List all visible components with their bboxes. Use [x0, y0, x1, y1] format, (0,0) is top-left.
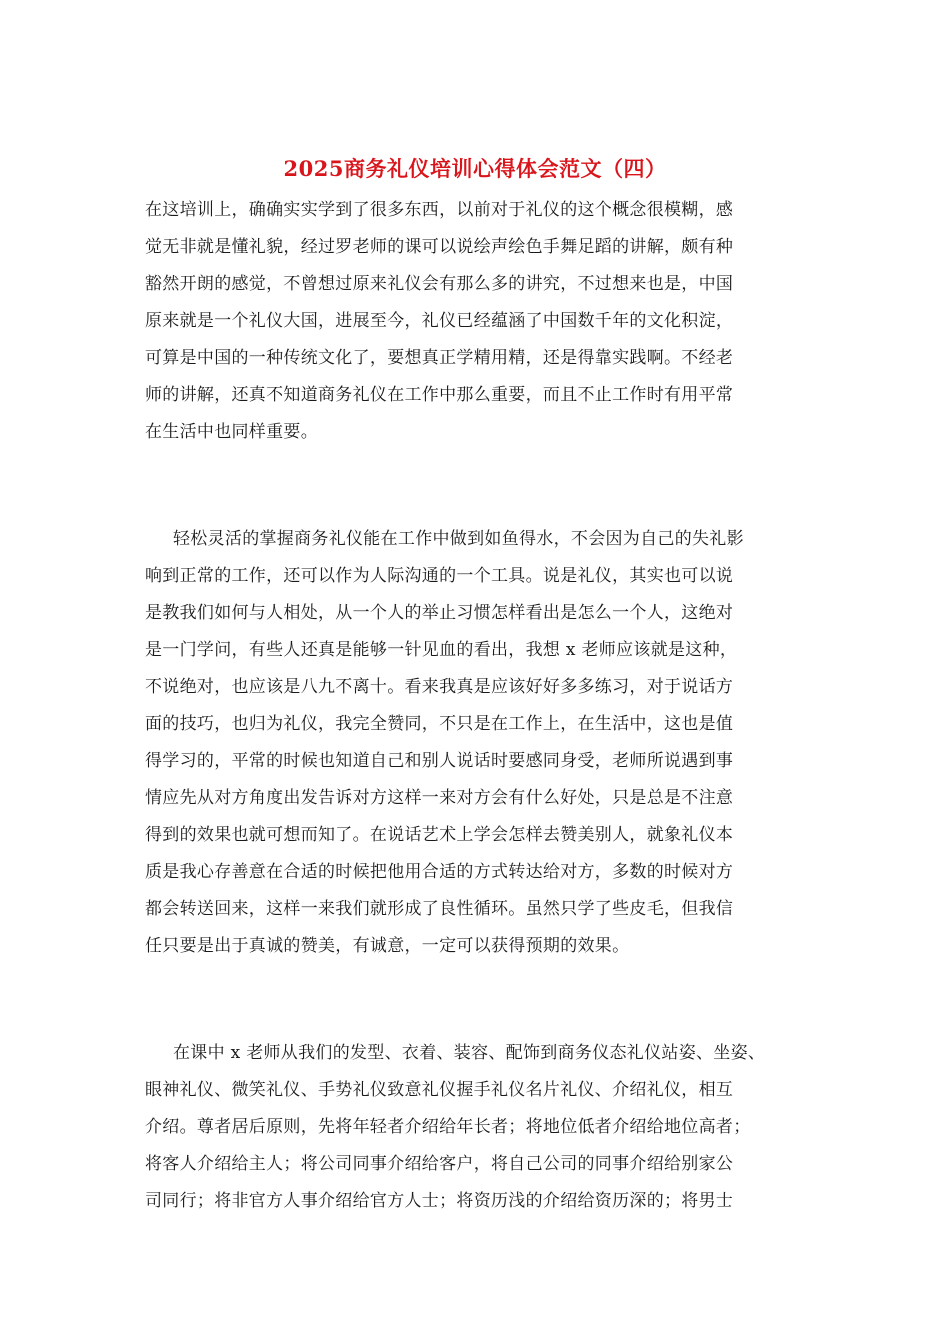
paragraph-3-line: 将客人介绍给主人；将公司同事介绍给客户，将自己公司的同事介绍给别家公	[145, 1154, 734, 1174]
paragraph-2-line: 响到正常的工作，还可以作为人际沟通的一个工具。说是礼仪，其实也可以说	[145, 566, 734, 586]
paragraph-1-line: 在这培训上，确确实实学到了很多东西，以前对于礼仪的这个概念很模糊，感	[145, 200, 734, 220]
paragraph-2-line: 是一门学问，有些人还真是能够一针见血的看出，我想 x 老师应该就是这种，	[145, 640, 738, 660]
paragraph-3-line: 眼神礼仪、微笑礼仪、手势礼仪致意礼仪握手礼仪名片礼仪、介绍礼仪，相互	[145, 1080, 734, 1100]
paragraph-2-line: 情应先从对方角度出发告诉对方这样一来对方会有什么好处，只是总是不注意	[145, 788, 734, 808]
document-title: 2025商务礼仪培训心得体会范文（四）	[283, 156, 667, 181]
paragraph-1-line: 师的讲解，还真不知道商务礼仪在工作中那么重要，而且不止工作时有用平常	[145, 385, 734, 405]
paragraph-1-line: 豁然开朗的感觉，不曾想过原来礼仪会有那么多的讲究，不过想来也是，中国	[145, 274, 734, 294]
paragraph-2-line: 不说绝对，也应该是八九不离十。看来我真是应该好好多多练习，对于说话方	[145, 677, 734, 697]
paragraph-2-line: 得到的效果也就可想而知了。在说话艺术上学会怎样去赞美别人，就象礼仪本	[145, 825, 734, 845]
paragraph-1-line: 原来就是一个礼仪大国，进展至今，礼仪已经蕴涵了中国数千年的文化积淀，	[145, 311, 734, 331]
paragraph-3-line: 司同行；将非官方人事介绍给官方人士；将资历浅的介绍给资历深的；将男士	[145, 1191, 734, 1211]
paragraph-2-line: 轻松灵活的掌握商务礼仪能在工作中做到如鱼得水，不会因为自己的失礼影	[173, 529, 744, 549]
paragraph-2-line: 都会转送回来，这样一来我们就形成了良性循环。虽然只学了些皮毛，但我信	[145, 899, 734, 919]
paragraph-2-line: 面的技巧，也归为礼仪，我完全赞同，不只是在工作上，在生活中，这也是值	[145, 714, 734, 734]
paragraph-1-line: 在生活中也同样重要。	[145, 422, 318, 442]
paragraph-1-line: 觉无非就是懂礼貌，经过罗老师的课可以说绘声绘色手舞足蹈的讲解，颇有种	[145, 237, 734, 257]
paragraph-2-line: 得学习的，平常的时候也知道自己和别人说话时要感同身受，老师所说遇到事	[145, 751, 734, 771]
paragraph-1-line: 可算是中国的一种传统文化了，要想真正学精用精，还是得靠实践啊。不经老	[145, 348, 734, 368]
paragraph-2-line: 任只要是出于真诚的赞美，有诚意，一定可以获得预期的效果。	[145, 936, 630, 956]
paragraph-2-line: 是教我们如何与人相处，从一个人的举止习惯怎样看出是怎么一个人，这绝对	[145, 603, 734, 623]
paragraph-3-line: 在课中 x 老师从我们的发型、衣着、装容、配饰到商务仪态礼仪站姿、坐姿、	[173, 1043, 766, 1063]
paragraph-2-line: 质是我心存善意在合适的时候把他用合适的方式转达给对方，多数的时候对方	[145, 862, 734, 882]
paragraph-3-line: 介绍。尊者居后原则，先将年轻者介绍给年长者；将地位低者介绍给地位高者；	[145, 1117, 751, 1137]
